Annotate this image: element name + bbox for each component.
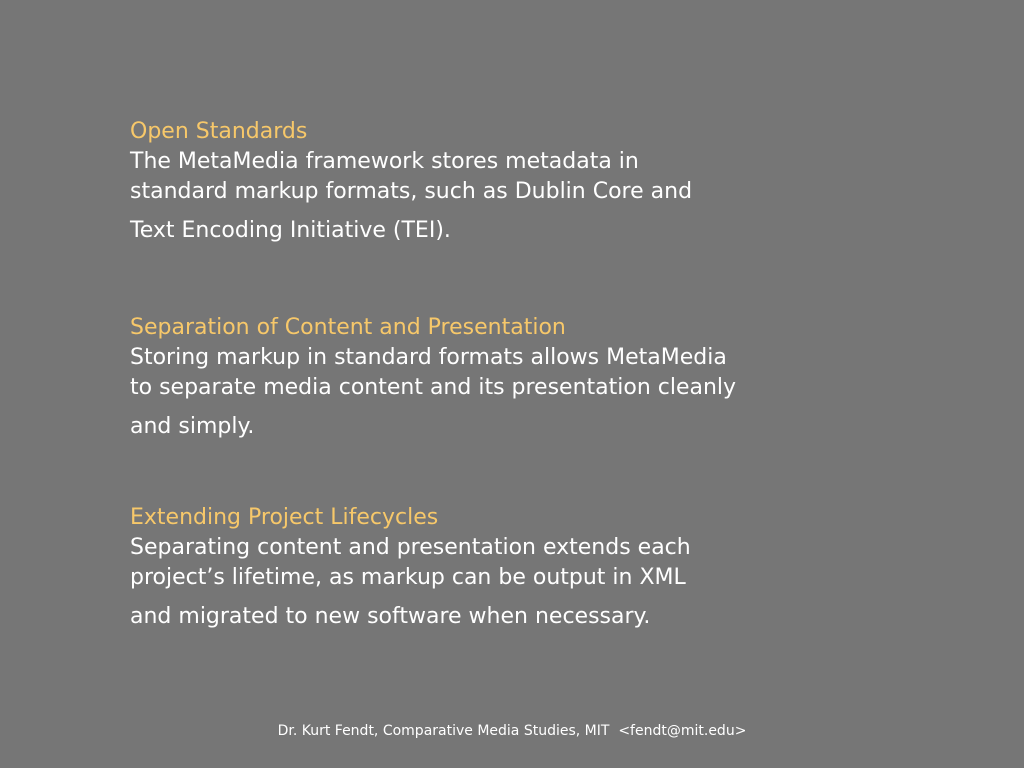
body-line: Separating content and presentation extends each [130,535,691,560]
section-title: Extending Project Lifecycles [130,505,439,530]
body-line: The MetaMedia framework stores metadata in [130,149,639,174]
body-line: Storing markup in standard formats allows MetaMedia [130,345,727,370]
section-separation-of-content [130,313,850,442]
body-line: standard markup formats, such as Dublin Core and [130,179,693,204]
body-line: and migrated to new software when necessary. [130,604,651,629]
body-line: to separate media content and its presentation cleanly [130,375,737,400]
section-open-standards [130,117,850,246]
section-extending-lifecycles [130,503,850,632]
body-line: and simply. [130,414,255,439]
footer-credit: Dr. Kurt Fendt, Comparative Media Studies, MIT <fendt@mit.edu> [277,723,747,739]
body-line: project’s lifetime, as markup can be output in XML [130,565,686,590]
section-title: Separation of Content and Presentation [130,315,566,340]
body-line: Text Encoding Initiative (TEI). [130,218,451,243]
section-title: Open Standards [130,119,308,144]
